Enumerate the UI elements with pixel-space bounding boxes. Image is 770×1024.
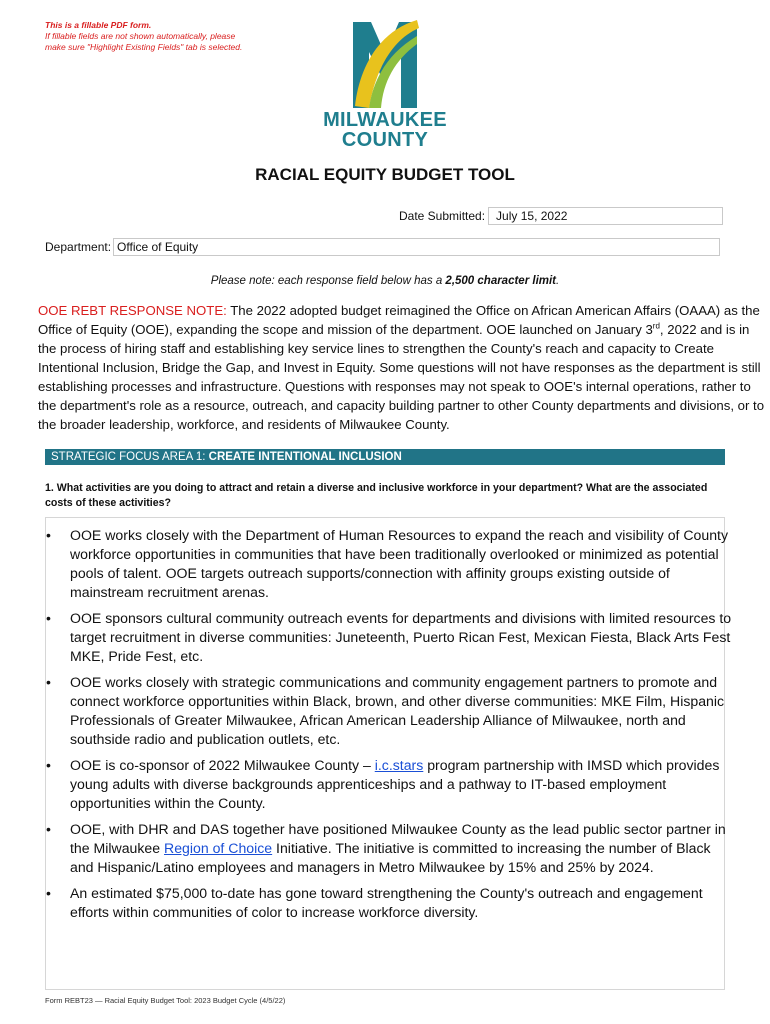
note-prefix: Please note: each response field below has a <box>210 275 446 287</box>
bullet-text: OOE works closely with strategic communications and community engagement partners to promote and connect workforce opportunities within Black, brown, and other diverse communities: MKE Film, Hispanic Professionals of Greater Milwaukee, African American Leadership Alliance of Milwaukee, north and southside radio and publication outlets, etc. <box>70 674 725 747</box>
list-item <box>45 673 735 749</box>
list-item <box>45 884 735 922</box>
county-m-logo-icon <box>347 18 423 110</box>
date-submitted-label: Date Submitted: <box>399 209 486 223</box>
notice-line-2: If fillable fields are not shown automatically, please <box>45 31 236 41</box>
list-item <box>45 526 735 602</box>
bullet-text: OOE works closely with the Department of Human Resources to expand the reach and visibility of County workforce opportunities in communities that have been traditionally overlooked or minimized as potential pools of talent. OOE targets outreach supports/connection with affinity groups existing outside of mainstream recruitment arenas. <box>70 527 729 600</box>
bullet-icon: • <box>46 757 51 773</box>
page-title: RACIAL EQUITY BUDGET TOOL <box>255 165 515 184</box>
bullet-text: OOE sponsors cultural community outreach events for departments and divisions with limited resources to target recruitment in diverse communities: Juneteenth, Puerto Rican Fest, Mexican Fiesta, Black Arts Fest MKE, Pride Fest, etc. <box>70 610 732 664</box>
answer-bullet-list <box>45 526 735 929</box>
logo-word-county: COUNTY <box>341 129 429 151</box>
bullet-text: OOE, with DHR and DAS together have positioned Milwaukee County as the lead public sector partner in the Milwaukee <box>70 821 726 856</box>
department-row <box>45 238 720 256</box>
bullet-icon: • <box>46 527 51 543</box>
bullet-icon: • <box>46 821 51 837</box>
bullet-text: program partnership with IMSD which provides young adults with diverse backgrounds apprenticeships and a pathway to IT-based employment opportunities within the County. <box>70 757 720 811</box>
icstars-link[interactable]: i.c.stars <box>374 757 424 773</box>
response-note-superscript: rd <box>652 321 660 331</box>
bullet-text: An estimated $75,000 to-date has gone toward strengthening the County's outreach and engagement efforts within communities of color to increase workforce diversity. <box>70 885 703 920</box>
department-field[interactable]: Office of Equity <box>113 238 720 256</box>
response-note <box>38 301 766 434</box>
list-item <box>45 756 735 813</box>
response-note-label: OOE REBT RESPONSE NOTE: <box>38 303 227 318</box>
region-of-choice-link[interactable]: Region of Choice <box>164 840 273 856</box>
milwaukee-county-logo <box>305 18 465 150</box>
bullet-icon: • <box>46 885 51 901</box>
list-item <box>45 820 735 877</box>
form-footer: Form REBT23 — Racial Equity Budget Tool: 2023 Budget Cycle (4/5/22) <box>45 996 286 1005</box>
question-1: 1. What activities are you doing to attract and retain a diverse and inclusive workforce in your department? What are the associated costs of these activities? <box>45 482 708 509</box>
bullet-text: Initiative. The initiative is committed to increasing the number of Black and Hispanic/Latino employees and managers in Metro Milwaukee by 15% and 25% by 2024. <box>70 840 711 875</box>
character-limit-note <box>0 275 770 287</box>
list-item <box>45 609 735 666</box>
bullet-icon: • <box>46 610 51 626</box>
bullet-text: OOE is co-sponsor of 2022 Milwaukee County – <box>70 757 375 773</box>
response-note-text-1: The 2022 adopted budget reimagined the Office on African American Affairs (OAAA) as the Office of Equity (OOE), expanding the scope and mission of the department. OOE launched on January 3 <box>38 303 760 337</box>
section-prefix: STRATEGIC FOCUS AREA 1: <box>51 451 209 463</box>
date-submitted-field[interactable]: July 15, 2022 <box>488 207 723 225</box>
fillable-form-notice <box>45 20 242 53</box>
date-submitted-row <box>399 207 723 225</box>
response-note-text-2: , 2022 and is in the process of hiring staff and establishing key service lines to strengthen the County's reach and capacity to Create Intentional Inclusion, Bridge the Gap, and Invest in Equity. Some questions will not have responses as the department is still establishing processes and infrastructure. Questions with responses may not speak to OOE's internal operations, rather to the department's role as a resource, outreach, and capacity building partner to other County departments and divisions, or to the broader leadership, workforce, and residents of Milwaukee County. <box>38 322 765 432</box>
department-label: Department: <box>45 240 112 254</box>
notice-line-1: This is a fillable PDF form. <box>45 20 152 30</box>
notice-line-3: make sure "Highlight Existing Fields" tab is selected. <box>45 42 243 52</box>
section-title: CREATE INTENTIONAL INCLUSION <box>208 451 402 463</box>
note-suffix: . <box>556 275 560 287</box>
note-limit: 2,500 character limit <box>445 275 557 287</box>
section-header-bar <box>45 449 725 465</box>
logo-word-milwaukee: MILWAUKEE <box>323 109 447 131</box>
bullet-icon: • <box>46 674 51 690</box>
